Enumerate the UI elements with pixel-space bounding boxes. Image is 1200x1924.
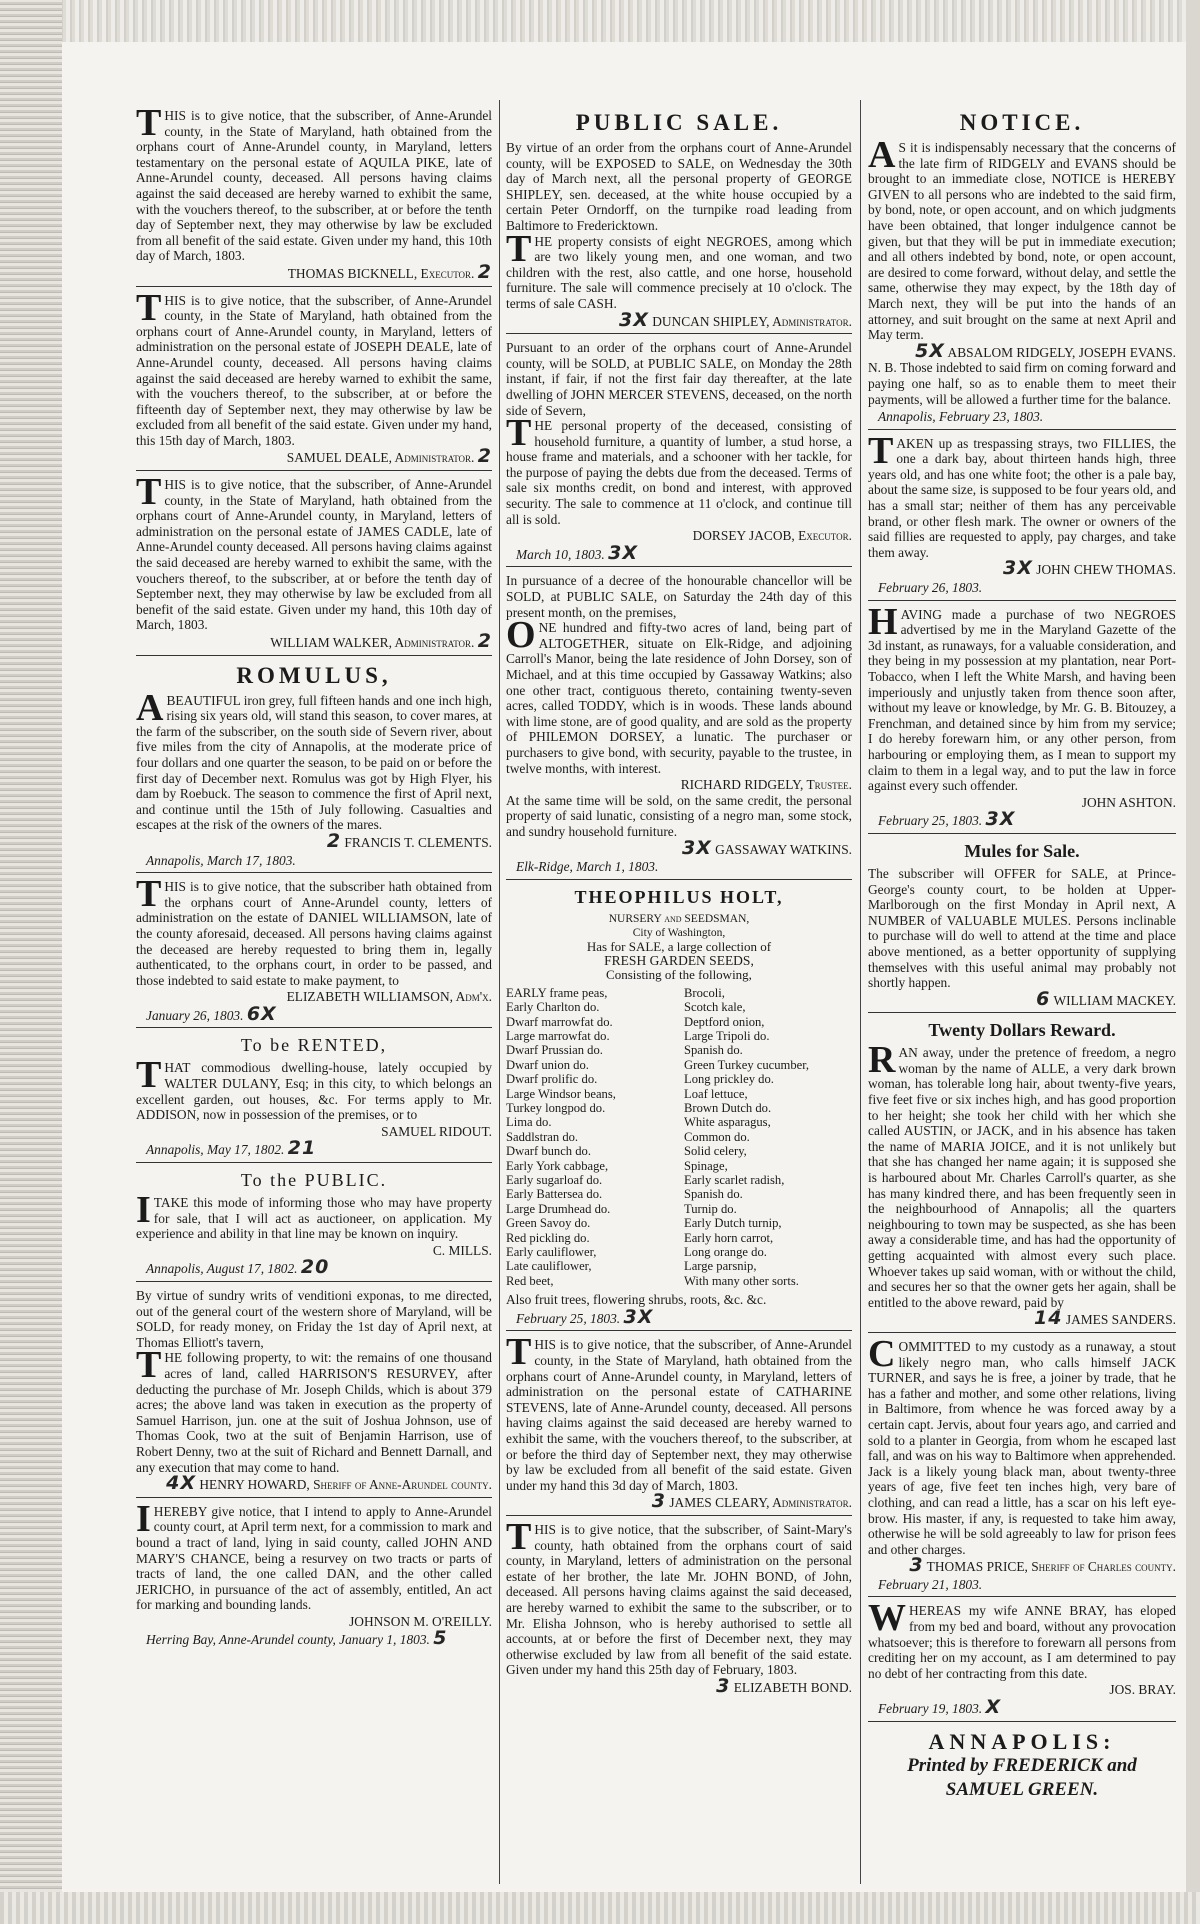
seed-item: Loaf lettuce,: [684, 1086, 748, 1101]
seed-item: Early scarlet radish,: [684, 1173, 785, 1187]
scan-edge-top: [0, 0, 1200, 42]
ad-title: To be RENTED,: [240, 1035, 388, 1056]
ad-text: RAN away, under the pretence of freedom, a negro woman by the name of ALLE, a very dark brown woman, has tolerable long hair, about twenty-five years, five feet five or six inches high, and has good proportion to her height; she took her child with her which she called AUSTIN, or JACK, and in his absence has taken the name of MARIA JOICE, and it is not unlikely but that she has changed her name again; it is supposed she is harboured about Mr. Charles Carroll's quarter, as she has many kindred there, and has been frequently seen in the neighbourhood of Annapolis; all the quarters neighbouring to town may be suspected, as she has been away a considerable time, and has had the opportunity of getting acquainted with almost every such place. Whoever takes up said woman, with or without the child, and secures her so that the owner gets her again, shall be entitled to the above reward, paid by: [868, 1039, 1176, 1310]
scan-edge-right: [1186, 0, 1200, 1924]
signature: JOS. BRAY.: [1109, 1682, 1176, 1698]
handwritten-mark: 6: [1036, 987, 1051, 1010]
seed-item: Solid celery,: [684, 1144, 747, 1159]
printer-imprint: [868, 1730, 1176, 1802]
handwritten-mark: 20: [300, 1256, 330, 1279]
dateline: February 26, 1803.: [878, 580, 983, 596]
ad-rented: [136, 1034, 492, 1163]
handwritten-mark: 3X: [623, 1305, 654, 1328]
seed-item: Dwarf marrowfat do.: [506, 1014, 613, 1029]
handwritten-mark: 3X: [608, 541, 638, 564]
seed-item: Turkey longpod do.: [506, 1100, 606, 1115]
seed-list-right: [684, 986, 852, 1289]
seed-item: Spanish do.: [684, 1187, 743, 1202]
ad-intro: By virtue of an order from the orphans court of Anne-Arundel county, will be EXPOSED to SALE, on Wednesday the 30th day of March next, all the personal property of GEORGE SHIPLEY, sen. deceased, at the white house occupied by a certain Peter Orndorff, on the turnpike road leading from Baltimore to Fredericktown.: [506, 140, 852, 233]
notice-text: THIS is to give notice, that the subscriber, of Anne-Arundel county, in the State of Maryland, hath obtained from the orphans court of Anne-Arundel county, in Maryland, letters testamentary on the personal estate of AQUILA PIKE, late of Anne-Arundel county, deceased. All persons having claims against the said deceased are hereby warned to exhibit the same, with the vouchers thereof, to the subscriber, at or before the tenth day of September next, they may otherwise by law be excluded from all benefit of the said estate. Given under my hand, this 10th day of March, 1803.: [136, 102, 492, 264]
ad-text: ITAKE this mode of informing those who may have property for sale, that I will act as auctioneer, on application. My experience and ability in that line may be known on inquiry.: [136, 1189, 492, 1242]
handwritten-mark: 3X: [618, 308, 649, 331]
seed-item: Early sugarloaf do.: [506, 1173, 603, 1187]
handwritten-mark: 2: [477, 445, 492, 468]
handwritten-mark: 14: [1034, 1307, 1063, 1330]
handwritten-mark: 21: [287, 1137, 317, 1160]
seed-item: Saddlstran do.: [506, 1129, 579, 1144]
ad-text: Also fruit trees, flowering shrubs, roots, &c. &c.: [506, 1292, 767, 1308]
ad-ashton: [868, 600, 1176, 834]
signature: C. MILLS.: [432, 1242, 492, 1258]
signature: THOMAS BICKNELL, Executor. 2: [287, 260, 492, 283]
seed-item: Early horn carrot,: [684, 1230, 774, 1245]
ad-title: Twenty Dollars Reward.: [928, 1020, 1116, 1041]
notice-text: THIS is to give notice, that the subscriber, of Anne-Arundel county, in the State of Maryland, hath obtained from the orphans court of Anne-Arundel county, in Maryland, letters of administration on the personal estate of JOSEPH DEALE, late of Anne-Arundel county, deceased. All persons having claims against the said deceased are hereby warned to exhibit the same, with the vouchers thereof, to the subscriber, at or before the fifteenth day of September next, they may otherwise by law be excluded from all benefit of the said estate. Given under my hand, this 15th day of March, 1803.: [136, 286, 492, 448]
signature: 5X ABSALOM RIDGELY, JOSEPH EVANS.: [915, 339, 1176, 362]
seed-item: Lima do.: [506, 1115, 552, 1130]
notice-williamson: [136, 873, 492, 1028]
ad-text: TAKEN up as trespassing strays, two FILLIES, the one a dark bay, about thirteen hands high, three years old, and has one white foot; the other is a pale bay, about the same size, is supposed to be four years old, and has a small star; neither of them has any perceivable brand, or other flesh mark. The owner or owners of the said fillies are requested to apply, pay charges, and take them away.: [868, 429, 1176, 560]
ad-title: PUBLIC SALE.: [575, 110, 783, 135]
ad-text: AS it is indispensably necessary that the concerns of the late firm of RIDGELY and EVANS should be brought to an immediate close, NOTICE is HEREBY GIVEN to all persons who are indebted to the said firm, by bond, note, or open account, and on which judgments have been obtained, that longer indulgence cannot be given, but that they will be put in immediate execution; and all others indebted by bond, note, or open account, are desired to come forward, without delay, and settle the same, otherwise they may expect, by the 18th day of March next, they will be put into the hands of an attorney, and suit brought on the same at next April and May term.: [868, 134, 1176, 343]
notice-text: THIS is to give notice, that the subscriber, of Anne-Arundel county, in the State of Maryland, hath obtained from the orphans court of Anne-Arundel county, in Maryland, letters of administration on the personal estate of JAMES CADLE, late of Anne-Arundel county deceased. All persons having claims against the said deceased are hereby warned to exhibit the same, with the vouchers thereof, to the subscriber, at or before the tenth day of September next, they may otherwise by law be excluded from all benefit of the said estate. Given under my hand, this 10th day of March, 1803.: [136, 471, 492, 633]
dateline: Elk-Ridge, March 1, 1803.: [516, 859, 659, 875]
signature: SAMUEL DEALE, Administrator. 2: [286, 445, 492, 468]
column-3: [868, 108, 1176, 1802]
dateline: Annapolis, February 23, 1803.: [878, 409, 1044, 425]
column-1: [136, 102, 492, 1658]
seed-list-left: [506, 986, 674, 1289]
seed-item: Green Turkey cucumber,: [684, 1057, 810, 1072]
ad-title: NOTICE.: [959, 110, 1085, 135]
seed-item: Early York cabbage,: [506, 1158, 609, 1173]
ad-note: N. B. Those indebted to said firm on coming forward and paying one half, so as to enable them to meet their payments, will be allowed a further time for the balance.: [868, 360, 1176, 407]
seed-item: Late cauliflower,: [506, 1259, 592, 1274]
ad-text: THAT commodious dwelling-house, lately occupied by WALTER DULANY, Esq; in this city, to which belongs an excellent garden, out houses, &c. For terms apply to Mr. ADDISON, now in possession of the premises, or to: [136, 1054, 492, 1123]
handwritten-mark: 3X: [1003, 557, 1033, 580]
seed-item: Long prickley do.: [684, 1072, 774, 1087]
seed-item: Early Dutch turnip,: [684, 1216, 782, 1231]
signature: RICHARD RIDGELY, Trustee.: [680, 777, 852, 793]
ad-subtitle: Has for SALE, a large collection of: [586, 938, 772, 954]
scan-edge-bottom: [0, 1892, 1200, 1924]
scan-edge-left: [0, 0, 62, 1924]
ad-holt-seeds: [506, 886, 852, 1332]
seed-item: Dwarf union do.: [506, 1057, 589, 1072]
seed-item: White asparagus,: [684, 1115, 771, 1130]
ad-public-sale-shipley: [506, 109, 852, 334]
notice-text: THIS is to give notice, that the subscriber, of Anne-Arundel county, in the State of Maryland, hath obtained from the orphans court of Anne-Arundel county, in Maryland, letters of administration on the personal estate of CATHARINE STEVENS, late of Anne-Arundel county, deceased. All persons having claims against the said deceased are hereby warned to exhibit the same, with the vouchers thereof, to the subscriber, at or before the third day of September next, they may otherwise by law be excluded from all benefit of the said estate. Given under my hand this 3d day of March, 1803.: [506, 1331, 852, 1493]
ad-stray-fillies: [868, 429, 1176, 601]
ad-text: WHEREAS my wife ANNE BRAY, has eloped from my bed and board, without any provocation whatsoever; this is therefore to forewarn all persons from crediting her on my account, as I am determined to pay no debt of her contracting from this date.: [868, 1597, 1176, 1681]
notice-cleary: [506, 1331, 852, 1516]
seed-item: Dwarf Prussian do.: [506, 1043, 603, 1058]
seed-list: [506, 986, 852, 1289]
ad-text: THE personal property of the deceased, consisting of household furniture, a quantity of lumber, a stud horse, a house frame and materials, and a schooner with her tackle, for the purpose of paying the debts due from the deceased. Terms of sale six months credit, on bond and interest, with approved security. The sale to commence at 11 o'clock, and continue till all is sold.: [506, 412, 852, 527]
column-rule: [499, 100, 500, 1884]
dateline: January 26, 1803. 6X: [146, 1002, 277, 1025]
seed-item: Large Tripoli do.: [684, 1028, 770, 1043]
signature: 6 WILLIAM MACKEY.: [1036, 987, 1176, 1010]
dateline: February 19, 1803. X: [878, 1696, 1002, 1719]
ad-subtitle: NURSERY and SEEDSMAN,: [608, 912, 750, 925]
dateline: February 25, 1803. 3X: [878, 808, 1016, 831]
notice-deale: [136, 286, 492, 472]
seed-item: Brown Dutch do.: [684, 1100, 772, 1115]
handwritten-mark: 3: [716, 1674, 731, 1697]
seed-item: Deptford onion,: [684, 1014, 765, 1029]
notice-text: THIS is to give notice, that the subscriber, of Saint-Mary's county, hath obtained from the orphans court of said county, in Maryland, letters of administration on the personal estate of her brother, the late Mr. JOHN BOND, of John, deceased. All persons having claims against the said deceased, are hereby warned to exhibit the same to the subscriber, or to Mr. Elisha Johnson, who is hereby authorised to settle all accounts, at or before the first of December next, they may otherwise excluded by law from all benefit of the said estate. Given under my hand this 25th day of February, 1803.: [506, 1515, 852, 1678]
ad-bray: [868, 1597, 1176, 1721]
handwritten-mark: X: [985, 1696, 1002, 1719]
ad-text: The subscriber will OFFER for SALE, at Prince-George's county court, to be holden at Upper-Marlborough on the first Monday in April next, A NUMBER of VALUABLE MULES. Persons inclinable to purchase will do well to attend at the time and place above mentioned, as a better opportunity of supplying themselves with this useful animal may probably not shortly happen.: [868, 865, 1176, 991]
ad-title: ROMULUS,: [236, 662, 392, 688]
ad-text: COMMITTED to my custody as a runaway, a stout likely negro man, who calls himself JACK TURNER, and says he is free, a joiner by trade, that he has a father and mother, and some other relations, living in Baltimore, from whence he was forced away by a certain capt. Jervis, about four years ago, and carried and sold to a planter in Georgia, from whom he escaped last fall, and was on his way to Baltimore when apprehended. Jack is a likely young black man, about twenty-three years of age, five feet ten inches high, very bare of clothing, and can read a little, has a scar on his left eye-brow. His master, if any, is requested to take him away, otherwise he will be sold agreeably to law for prison fees and other charges.: [868, 1332, 1176, 1557]
ad-oreilly: [136, 1497, 492, 1652]
seed-item: Early cauliflower,: [506, 1245, 597, 1260]
handwritten-mark: 3: [909, 1554, 924, 1577]
signature: 3 JAMES CLEARY, Administrator.: [651, 1490, 852, 1513]
ad-subtitle: FRESH GARDEN SEEDS,: [604, 952, 754, 968]
dateline: February 25, 1803. 3X: [516, 1305, 654, 1328]
seed-item: Red pickling do.: [506, 1230, 590, 1245]
seed-item: Large Windsor beans,: [506, 1086, 616, 1101]
ad-altogether-sale: [506, 573, 852, 879]
seed-item: Dwarf prolific do.: [506, 1072, 598, 1087]
dateline: February 21, 1803.: [878, 1576, 983, 1592]
signature: DORSEY JACOB, Executor.: [692, 528, 852, 544]
ad-runaway-reward: [868, 1019, 1176, 1333]
seed-item: With many other sorts.: [684, 1273, 799, 1288]
dateline: March 10, 1803. 3X: [516, 541, 638, 564]
signature: JOHN ASHTON.: [1081, 794, 1176, 810]
signature: 3X JOHN CHEW THOMAS.: [1003, 557, 1176, 580]
handwritten-mark: 2: [477, 260, 492, 283]
ad-text: ABEAUTIFUL iron grey, full fifteen hands and one inch high, rising six years old, will stand this season, to cover mares, at the farm of the subscriber, on the south side of Severn river, about five miles from the city of Annapolis, at the moderate price of four dollars and one quarter the season, to be paid on or before the first day of December next. Romulus was got by High Flyer, his dam by Roebuck. The season to commence the first of April next, and continue until the 15th of July following. Casualties and escapes at the risk of the owners of the mares.: [136, 686, 492, 833]
ad-text: IHEREBY give notice, that I intend to apply to Anne-Arundel county court, at April term next, for a commission to mark and bound a tract of land, lying in said county, called JOHN AND MARY'S CHANCE, being a resurvey on two tracts or parts of tracts of land, the one called DAN, and the other called JERICHO, in pursuance of the act of assembly, entitled, An act for marking and bounding lands.: [136, 1497, 492, 1613]
handwritten-mark: 5X: [915, 339, 945, 362]
seed-item: Common do.: [684, 1129, 750, 1144]
dateline: Annapolis, May 17, 1802. 21: [146, 1137, 317, 1160]
seed-item: Long orange do.: [684, 1245, 767, 1260]
ad-text: ONE hundred and fifty-two acres of land, being part of ALTOGETHER, situate on Elk-Ridge, and adjoining Carroll's Manor, being the late residence of John Dorsey, son of Michael, and at this time occupied by Gassaway Watkins; also one other tract, contiguous thereto, containing twenty-seven acres, called TODDY, which is in woods. These lands abound with lime stone, are of good quality, and are sold as the property of PHILEMON DORSEY, a lunatic. The purchaser or purchasers to give bond, with security, payable to the trustee, in twelve months, with interest.: [506, 614, 852, 776]
handwritten-mark: 3X: [985, 808, 1016, 831]
seed-item: Spanish do.: [684, 1043, 743, 1058]
signature: 3 ELIZABETH BOND.: [716, 1674, 852, 1697]
ad-committed-turner: [868, 1332, 1176, 1598]
signature: 4X HENRY HOWARD, Sheriff of Anne-Arundel county.: [166, 1472, 492, 1495]
seed-item: Early Battersea do.: [506, 1187, 603, 1202]
column-rule: [860, 100, 861, 1884]
seed-item: Scotch kale,: [684, 1000, 746, 1015]
ad-text: HAVING made a purchase of two NEGROES advertised by me in the Maryland Gazette of the 3d instant, as runaways, for a valuable consideration, and they being in my possession at my plantation, near Port-Tobacco, when I left the White Marsh, and having been imperiously and unjustly taken from thence soon after, without my leave or knowledge, by Mr. G. B. Bitouzey, a Frenchman, and detained since by him from my service; I do hereby forewarn him, or any other person, from harbouring or employing them, as I mean to support my claim to them in a legal way, and to put the law in force against every such offender.: [868, 600, 1176, 794]
signature: 3X GASSAWAY WATKINS.: [681, 836, 852, 859]
ad-intro: Pursuant to an order of the orphans court of Anne-Arundel county, will be SOLD, at PUBLIC SALE, on Monday the 28th instant, if fair, if not the first fair day thereafter, at the late dwelling of JOHN MERCER STEVENS, deceased, on the north side of Severn,: [506, 340, 852, 418]
seed-item: Turnip do.: [684, 1201, 737, 1216]
imprint-city: ANNAPOLIS:: [928, 1728, 1116, 1754]
ad-subtitle: City of Washington,: [632, 926, 726, 939]
imprint-printer: Printed by FREDERICK and SAMUEL GREEN.: [907, 1754, 1137, 1800]
seed-item: Large Drumhead do.: [506, 1201, 611, 1216]
column-2: [506, 108, 852, 1706]
notice-bond: [506, 1515, 852, 1700]
signature: 14 JAMES SANDERS.: [1034, 1307, 1176, 1330]
seed-item: Spinage,: [684, 1158, 728, 1173]
signature: SAMUEL RIDOUT.: [381, 1123, 492, 1139]
notice-text: THIS is to give notice, that the subscriber hath obtained from the orphans court of Anne-Arundel county, letters of administration on the estate of DANIEL WILLIAMSON, late of the county aforesaid, deceased. All persons having claims against the deceased are hereby requested to bring them in, legally authenticated, to the orphans court, in order to be passed, and those indebted to said estate to make payment, to: [136, 873, 492, 988]
handwritten-mark: 6X: [246, 1002, 277, 1025]
signature: ELIZABETH WILLIAMSON, Adm'x.: [286, 989, 492, 1005]
seed-item: Early Charlton do.: [506, 1000, 600, 1015]
ad-text-secondary: At the same time will be sold, on the same credit, the personal property of said lunatic, consisting of a negro man, some stock, and sundry household furniture.: [506, 792, 852, 839]
ad-text: THE following property, to wit: the remains of one thousand acres of land, called HARRISON'S RESURVEY, after deducting the purchase of Mr. Joseph Childs, which is about 379 acres; the above land was taken in execution as the property of Samuel Harrison, jun. one at the suit of Joshua Johnson, use of Thomas Cook, two at the suit of Benjamin Harrison, use of Robert Denny, two at the suit of Richard and Bennett Darnall, and any execution that may come to hand.: [136, 1344, 492, 1475]
handwritten-mark: 3X: [681, 836, 712, 859]
ad-mules: [868, 840, 1176, 1013]
signature: 2 FRANCIS T. CLEMENTS.: [326, 829, 492, 852]
handwritten-mark: 3: [651, 1490, 666, 1513]
dateline: Herring Bay, Anne-Arundel county, January 1, 1803. 5: [146, 1627, 448, 1650]
dateline: Annapolis, March 17, 1803.: [146, 852, 296, 868]
seed-item: EARLY frame peas,: [506, 985, 608, 1000]
ad-to-the-public: [136, 1169, 492, 1282]
seed-item: Green Savoy do.: [506, 1216, 591, 1231]
ad-stevens-sale: [506, 340, 852, 567]
dateline: Annapolis, August 17, 1802. 20: [146, 1256, 330, 1279]
handwritten-mark: 2: [477, 630, 492, 652]
handwritten-mark: 4X: [166, 1472, 197, 1495]
ad-romulus: [136, 662, 492, 874]
seed-item: Large parsnip,: [684, 1259, 757, 1274]
signature: 3 THOMAS PRICE, Sheriff of Charles county.: [909, 1554, 1176, 1577]
notice-cadle: [136, 471, 492, 656]
signature: JOHNSON M. O'REILLY.: [349, 1613, 492, 1629]
seed-item: Red beet,: [506, 1273, 554, 1288]
handwritten-mark: 5: [433, 1627, 448, 1650]
signature: WILLIAM WALKER, Administrator. 2: [270, 630, 492, 652]
notice-pike: [136, 102, 492, 287]
seed-item: Brocoli,: [684, 985, 725, 1000]
ad-title: THEOPHILUS HOLT,: [574, 886, 784, 907]
ad-subtitle: Consisting of the following,: [606, 966, 752, 982]
ad-title: Mules for Sale.: [964, 840, 1080, 861]
ad-sheriff-sale: [136, 1288, 492, 1498]
handwritten-mark: 2: [326, 829, 342, 852]
seed-item: Large marrowfat do.: [506, 1028, 610, 1043]
seed-item: Dwarf bunch do.: [506, 1144, 591, 1159]
ad-title: To the PUBLIC.: [240, 1170, 388, 1191]
ad-text: THE property consists of eight NEGROES, among which are two likely young men, and one woman, and two children with the rest, also cattle, and one horse, household furniture. The sale will commence precisely at 10 o'clock. The terms of sale CASH.: [506, 227, 852, 311]
ad-intro: By virtue of sundry writs of venditioni exponas, to me directed, out of the general court of the western shore of Maryland, will be SOLD, for ready money, on Friday the 1st day of April next, at Thomas Elliott's tavern,: [136, 1288, 492, 1350]
ad-notice-ridgely-evans: [868, 109, 1176, 430]
ad-intro: In pursuance of a decree of the honourable chancellor will be SOLD, at PUBLIC SALE, on Saturday the 24th day of this present month, on the premises,: [506, 573, 852, 620]
signature: 3X DUNCAN SHIPLEY, Administrator.: [618, 308, 852, 331]
